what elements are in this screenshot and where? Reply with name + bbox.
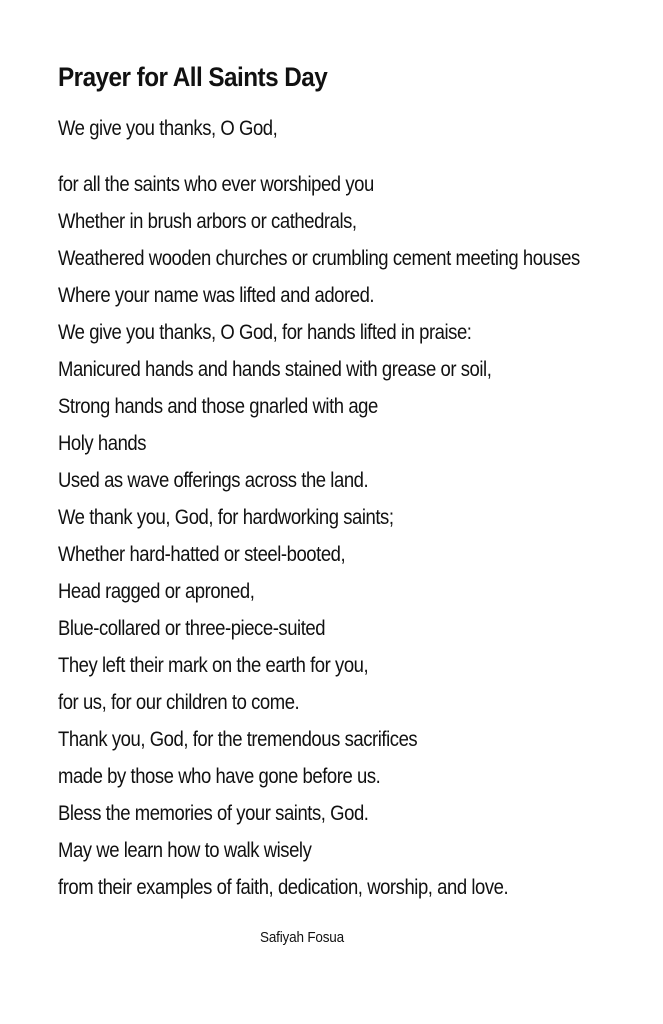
prayer-line: made by those who have gone before us. xyxy=(58,765,381,788)
author-attribution: Safiyah Fosua xyxy=(260,929,344,946)
prayer-line: Weathered wooden churches or crumbling cement meeting houses xyxy=(58,247,580,270)
prayer-line: from their examples of faith, dedication, worship, and love. xyxy=(58,876,509,899)
prayer-line: We give you thanks, O God, for hands lifted in praise: xyxy=(58,321,472,344)
prayer-line: Bless the memories of your saints, God. xyxy=(58,802,369,825)
prayer-line: We thank you, God, for hardworking saints; xyxy=(58,506,394,529)
prayer-line: They left their mark on the earth for you, xyxy=(58,654,369,677)
prayer-line: Blue-collared or three-piece-suited xyxy=(58,617,326,640)
page-title: Prayer for All Saints Day xyxy=(58,62,328,92)
prayer-line: Whether hard-hatted or steel-booted, xyxy=(58,543,346,566)
prayer-line: Thank you, God, for the tremendous sacrifices xyxy=(58,728,418,751)
prayer-line: May we learn how to walk wisely xyxy=(58,839,312,862)
prayer-line: Head ragged or aproned, xyxy=(58,580,255,603)
prayer-line: for all the saints who ever worshiped you xyxy=(58,173,374,196)
prayer-line: Whether in brush arbors or cathedrals, xyxy=(58,210,357,233)
prayer-line: for us, for our children to come. xyxy=(58,691,300,714)
prayer-line: Manicured hands and hands stained with grease or soil, xyxy=(58,358,492,381)
prayer-line: Holy hands xyxy=(58,432,147,455)
prayer-line: Used as wave offerings across the land. xyxy=(58,469,369,492)
prayer-body xyxy=(58,171,651,911)
prayer-line: Strong hands and those gnarled with age xyxy=(58,395,378,418)
document-page xyxy=(58,0,658,1024)
opening-line: We give you thanks, O God, xyxy=(58,117,278,140)
prayer-line: Where your name was lifted and adored. xyxy=(58,284,375,307)
